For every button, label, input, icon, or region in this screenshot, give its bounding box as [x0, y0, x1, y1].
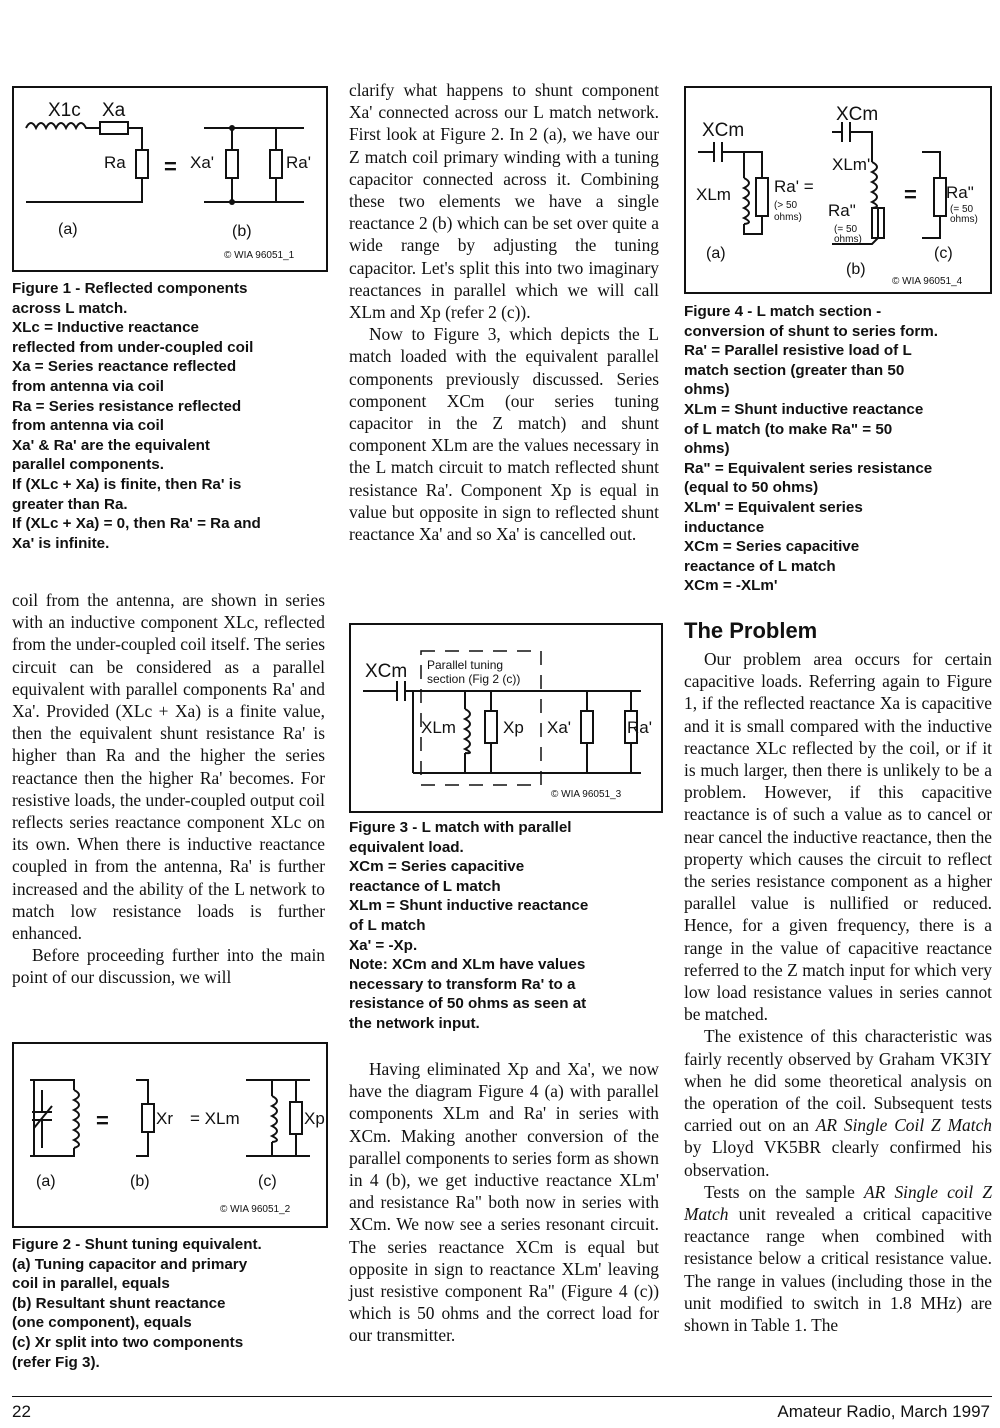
caption-line: XCm = -XLm' [684, 577, 778, 595]
caption-line: across L match. [12, 299, 128, 317]
fig4-credit: © WIA 96051_4 [892, 276, 963, 287]
fig2-label-xp: Xp [304, 1109, 325, 1128]
fig1-label-x1c: X1c [48, 100, 81, 121]
caption-line: Xa' & Ra' are the equivalent [12, 436, 210, 454]
fig4-label-ohms-a: ohms) [774, 212, 802, 223]
fig4-label-gt50: (> 50 [774, 200, 798, 211]
caption-line: (a) Tuning capacitor and primary [12, 1255, 248, 1273]
caption-line: Xa = Series reactance reflected [12, 358, 237, 376]
caption-line: (equal to 50 ohms) [684, 479, 819, 497]
figure-4-caption [684, 302, 994, 596]
section-heading: The Problem [684, 618, 818, 643]
paragraph: coil from the antenna, are shown in series with an inductive component XLc, reflected from the under-coupled coil itself. The series circuit can be considered as a parallel equivalent with parallel components Ra' and Xa'. Provided (XLc + Xa) is a finite value, then the equivalent shunt resistance Ra' is higher than Ra and the higher the series reactance then the higher Ra' becomes. For resistive loads, the under-coupled output coil reflects series reactance component XLc on its own. When there is inductive reactance coupled in from the antenna, Ra' is further increased and the ability of the L network to match low resistance loads is further enhanced. [12, 590, 325, 944]
caption-line: coil in parallel, equals [12, 1275, 170, 1293]
caption-line: XLm = Shunt inductive reactance [349, 897, 589, 915]
caption-line: conversion of shunt to series form. [684, 322, 939, 340]
fig1-label-ra: Ra [104, 153, 126, 172]
fig1-label-xa: Xa [102, 100, 126, 121]
column-2-text-bottom [349, 1058, 659, 1347]
caption-line: resistance of 50 ohms as seen at [349, 995, 587, 1013]
paragraph [684, 1181, 992, 1336]
column-1-text [12, 589, 325, 989]
magazine-issue: Amateur Radio, March 1997 [777, 1402, 990, 1421]
fig2-credit: © WIA 96051_2 [220, 1204, 291, 1215]
fig2-label-a: (a) [36, 1173, 56, 1190]
caption-line: match section (greater than 50 [684, 361, 905, 379]
fig4-label-ra-dbl-prime-c: Ra" [946, 183, 974, 202]
caption-line: XCm = Series capacitive [684, 538, 860, 556]
caption-line: (b) Resultant shunt reactance [12, 1294, 226, 1312]
fig2-label-xr: Xr [156, 1109, 173, 1128]
caption-line: Xa' is infinite. [12, 534, 110, 552]
paragraph [684, 1025, 992, 1180]
fig3-label-ra-prime: Ra' [627, 718, 652, 737]
caption-line: ohms) [684, 381, 730, 399]
fig1-label-a: (a) [58, 221, 78, 238]
caption-line: reactance of L match [349, 877, 501, 895]
fig1-label-ra-prime: Ra' [286, 153, 311, 172]
caption-line: If (XLc + Xa) is finite, then Ra' is [12, 475, 242, 493]
fig3-label-xa-prime: Xa' [547, 718, 572, 737]
fig1-credit: © WIA 96051_1 [224, 250, 295, 261]
fig4-label-equals: = [904, 182, 917, 207]
caption-line: necessary to transform Ra' to a [349, 975, 576, 993]
caption-line: reflected from under-coupled coil [12, 338, 254, 356]
fig3-label-xlm: XLm [421, 718, 456, 737]
caption-line: equivalent load. [349, 838, 464, 856]
fig3-label-xcm: XCm [365, 661, 408, 682]
caption-line: parallel components. [12, 456, 164, 474]
fig2-label-equals-xlm: = XLm [190, 1109, 240, 1128]
caption-line: (refer Fig 3). [12, 1353, 100, 1371]
fig3-credit: © WIA 96051_3 [551, 789, 622, 800]
caption-line: XLc = Inductive reactance [12, 319, 199, 337]
fig3-label-xp: Xp [503, 718, 524, 737]
figure-3-caption [349, 818, 664, 1034]
caption-line: XLm' = Equivalent series [684, 498, 863, 516]
text-run-italic: AR Single Coil Z Match [815, 1115, 992, 1136]
caption-line: (c) Xr split into two components [12, 1333, 244, 1351]
text-run: Tests on the sample [704, 1181, 865, 1202]
fig1-label-b: (b) [232, 223, 252, 240]
page-number: 22 [12, 1402, 31, 1421]
fig2-label-equals-1: = [96, 1108, 109, 1133]
caption-line: XLm = Shunt inductive reactance [684, 400, 924, 418]
paragraph: Now to Figure 3, which depicts the L match loaded with the equivalent parallel components previously discussed. Series component XCm (our series tuning capacitor in the Z match) and shunt component XLm are the values necessary in the L match circuit to match reflected shunt resistance Ra'. Component Xp is equal in value but opposite in sign to reflected shunt reactance Xa' and so Xa' is cancelled out. [349, 324, 659, 545]
caption-line: Note: XCm and XLm have values [349, 956, 586, 974]
fig4-label-eq50-b: (= 50 [834, 224, 858, 235]
caption-line: of L match (to make Ra" = 50 [684, 420, 893, 438]
column-3-text [684, 648, 992, 1336]
text-run-italic: AR Single coil Z Match [684, 1181, 992, 1225]
fig3-note-line-2: section (Fig 2 (c)) [427, 672, 521, 686]
fig4-label-xlm-a: XLm [696, 185, 731, 204]
fig4-label-ohms-b: ohms) [834, 234, 862, 245]
fig4-label-ra-prime-eq: Ra' = [774, 177, 814, 196]
paragraph: Before proceeding further into the main point of our discussion, we will [12, 945, 325, 988]
caption-line: Ra = Series resistance reflected [12, 397, 242, 415]
text-run: by Lloyd VK5BR clearly confirmed his observation. [684, 1137, 992, 1180]
fig4-label-a: (a) [706, 245, 726, 262]
text-run: unit revealed a critical capacitive reactance range when combined with resistance below a critical resistance value. The range in values (including those in the unit modified to switch in 1.8 MHz) are shown in Table 1. The [684, 1204, 992, 1336]
paragraph: clarify what happens to shunt component Xa' connected across our L match network. First look at Figure 2. In 2 (a), we have our Z match coil primary winding with a tuning capacitor connected across it. Combining these two elements we have a single reactance 2 (b) which can be set over quite a wide range by adjusting the tuning capacitor. Let's split this into two imaginary reactances in parallel which we will call XLm and Xp (refer 2 (c)). [349, 80, 659, 323]
caption-line: ohms) [684, 440, 730, 458]
caption-line: of L match [349, 916, 426, 934]
footer-rule [12, 1396, 992, 1397]
figure-2-caption [12, 1235, 332, 1372]
fig4-label-xcm-a: XCm [702, 120, 745, 141]
fig2-label-b: (b) [130, 1173, 150, 1190]
fig4-label-eq50-c: (= 50 [950, 204, 974, 215]
caption-line: Figure 4 - L match section - [684, 303, 882, 320]
caption-line: reactance of L match [684, 557, 836, 575]
figure-1-diagram [12, 86, 328, 272]
figure-2-diagram [12, 1042, 328, 1228]
caption-line: XCm = Series capacitive [349, 858, 525, 876]
fig4-label-ohms-c: ohms) [950, 214, 978, 225]
caption-line: Figure 3 - L match with parallel [349, 819, 572, 836]
caption-line: from antenna via coil [12, 377, 164, 395]
caption-line: inductance [684, 518, 765, 536]
figure-1-caption [12, 279, 332, 553]
fig1-label-xa-prime: Xa' [190, 153, 215, 172]
caption-line: Ra' = Parallel resistive load of L [684, 342, 912, 360]
fig4-label-xlm-prime: XLm' [832, 155, 871, 174]
figure-4-diagram [684, 86, 992, 294]
caption-line: from antenna via coil [12, 417, 164, 435]
fig4-label-b: (b) [846, 261, 866, 278]
fig4-label-xcm-b: XCm [836, 104, 879, 125]
caption-line: Figure 1 - Reflected components [12, 280, 248, 297]
caption-line: Ra" = Equivalent series resistance [684, 459, 933, 477]
fig3-note-line-1: Parallel tuning [427, 658, 504, 672]
text-run: The existence of this characteristic was fairly recently observed by Graham VK3IY when he did some theoretical analysis on the operation of the coil. Subsequent tests carried out on an [684, 1026, 992, 1136]
fig1-label-equals: = [164, 154, 177, 179]
caption-line: Xa' = -Xp. [349, 936, 418, 954]
figure-3-diagram [349, 623, 663, 813]
caption-line: Figure 2 - Shunt tuning equivalent. [12, 1236, 262, 1253]
column-2-text-top [349, 79, 659, 545]
caption-line: greater than Ra. [12, 495, 128, 513]
caption-line: (one component), equals [12, 1314, 192, 1332]
paragraph: Our problem area occurs for certain capacitive loads. Referring again to Figure 1, if the reflected reactance Xa is capacitive and it is small compared with the inductive reactance XLc reflected by the coil, or if it is much larger, then there is unlikely to be a problem. However, if this capacitive reactance is of such a value as to cancel or near cancel the inductive reactance, then the property which causes the circuit to reflect the series resistance component as a higher parallel value is nullified or reduced. Hence, for a given frequency, there is a range in the value of capacitive reactance referred to the Z match input for which very low load resistance values in series cannot be matched. [684, 649, 992, 1025]
fig2-label-c: (c) [258, 1173, 277, 1190]
paragraph: Having eliminated Xp and Xa', we now have the diagram Figure 4 (a) with parallel components XLm and Ra' in series with XCm. Making another conversion of the parallel components to series form as shown in 4 (b), we get inductive reactance XLm' and resistance Ra" both now in series with XCm. We now see a series resonant circuit. The series reactance XCm is equal but opposite in sign to reactance XLm' leaving just resistive component Ra" (Figure 4 (c)) which is 50 ohms and the correct load for our transmitter. [349, 1059, 659, 1346]
caption-line: the network input. [349, 1014, 480, 1032]
fig4-label-ra-dbl-prime-b: Ra" [828, 201, 856, 220]
fig4-label-c: (c) [934, 245, 953, 262]
caption-line: If (XLc + Xa) = 0, then Ra' = Ra and [12, 515, 261, 533]
